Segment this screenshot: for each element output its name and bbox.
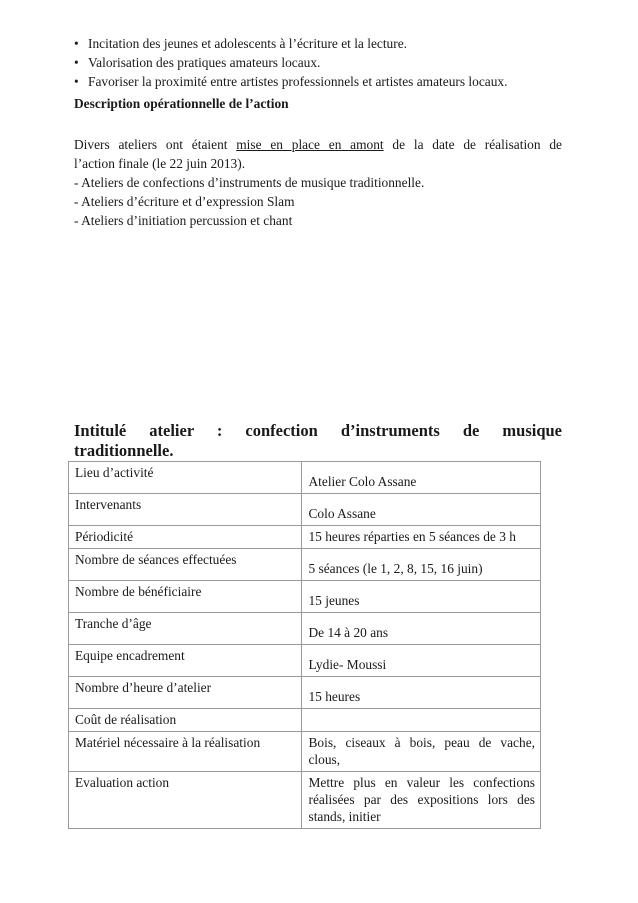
table-row	[69, 581, 541, 613]
bullet-icon: •	[74, 36, 79, 51]
list-item: - Ateliers de confections d’instruments de musique traditionnelle.	[74, 175, 425, 190]
underlined-text: mise en place en amont	[236, 137, 384, 152]
table-label: Equipe encadrement	[69, 645, 302, 677]
table-label: Nombre de bénéficiaire	[69, 581, 302, 613]
bullet-icon: •	[74, 55, 79, 70]
paragraph-line: Divers ateliers ont étaient mise en place en amont de la date de réalisation de	[74, 137, 562, 152]
table-row	[69, 772, 541, 829]
table-value: Lydie- Moussi	[302, 645, 541, 677]
table-value: Mettre plus en valeur les confections réalisées par des expositions lors des stands, initier	[302, 772, 541, 829]
table-label: Lieu d’activité	[69, 462, 302, 494]
list-item: - Ateliers d’initiation percussion et chant	[74, 213, 293, 228]
list-item: • Incitation des jeunes et adolescents à l’écriture et la lecture.	[74, 36, 407, 51]
workshop-title: Intitulé atelier : confection d’instruments de musique traditionnelle.	[74, 421, 562, 460]
list-item: • Valorisation des pratiques amateurs locaux.	[74, 55, 321, 70]
list-item: • Favoriser la proximité entre artistes professionnels et artistes amateurs locaux.	[74, 74, 508, 89]
table-value: 15 heures réparties en 5 séances de 3 h	[302, 526, 541, 549]
table-row	[69, 709, 541, 732]
table-row	[69, 549, 541, 581]
table-row	[69, 526, 541, 549]
table-label: Tranche d’âge	[69, 613, 302, 645]
table-label: Matériel nécessaire à la réalisation	[69, 732, 302, 772]
table-value	[302, 709, 541, 732]
table-row	[69, 613, 541, 645]
table-row	[69, 494, 541, 526]
table-value: Atelier Colo Assane	[302, 462, 541, 494]
objectives-list	[74, 34, 574, 91]
list-item: - Ateliers d’écriture et d’expression Slam	[74, 194, 295, 209]
table-label: Périodicité	[69, 526, 302, 549]
table-label: Coût de réalisation	[69, 709, 302, 732]
paragraph-line: l’action finale (le 22 juin 2013).	[74, 156, 246, 171]
table-value: Colo Assane	[302, 494, 541, 526]
table-label: Nombre de séances effectuées	[69, 549, 302, 581]
table-value: 5 séances (le 1, 2, 8, 15, 16 juin)	[302, 549, 541, 581]
table-label: Intervenants	[69, 494, 302, 526]
table-value: 15 jeunes	[302, 581, 541, 613]
table-row	[69, 645, 541, 677]
workshop-table	[68, 461, 541, 829]
description-paragraph	[74, 135, 562, 230]
section-heading: Description opérationnelle de l’action	[74, 96, 289, 111]
bullet-icon: •	[74, 74, 79, 89]
table-value: De 14 à 20 ans	[302, 613, 541, 645]
table-label: Nombre d’heure d’atelier	[69, 677, 302, 709]
table-value: Bois, ciseaux à bois, peau de vache, clous,	[302, 732, 541, 772]
table-row	[69, 677, 541, 709]
table-row	[69, 462, 541, 494]
table-row	[69, 732, 541, 772]
table-value: 15 heures	[302, 677, 541, 709]
table-label: Evaluation action	[69, 772, 302, 829]
